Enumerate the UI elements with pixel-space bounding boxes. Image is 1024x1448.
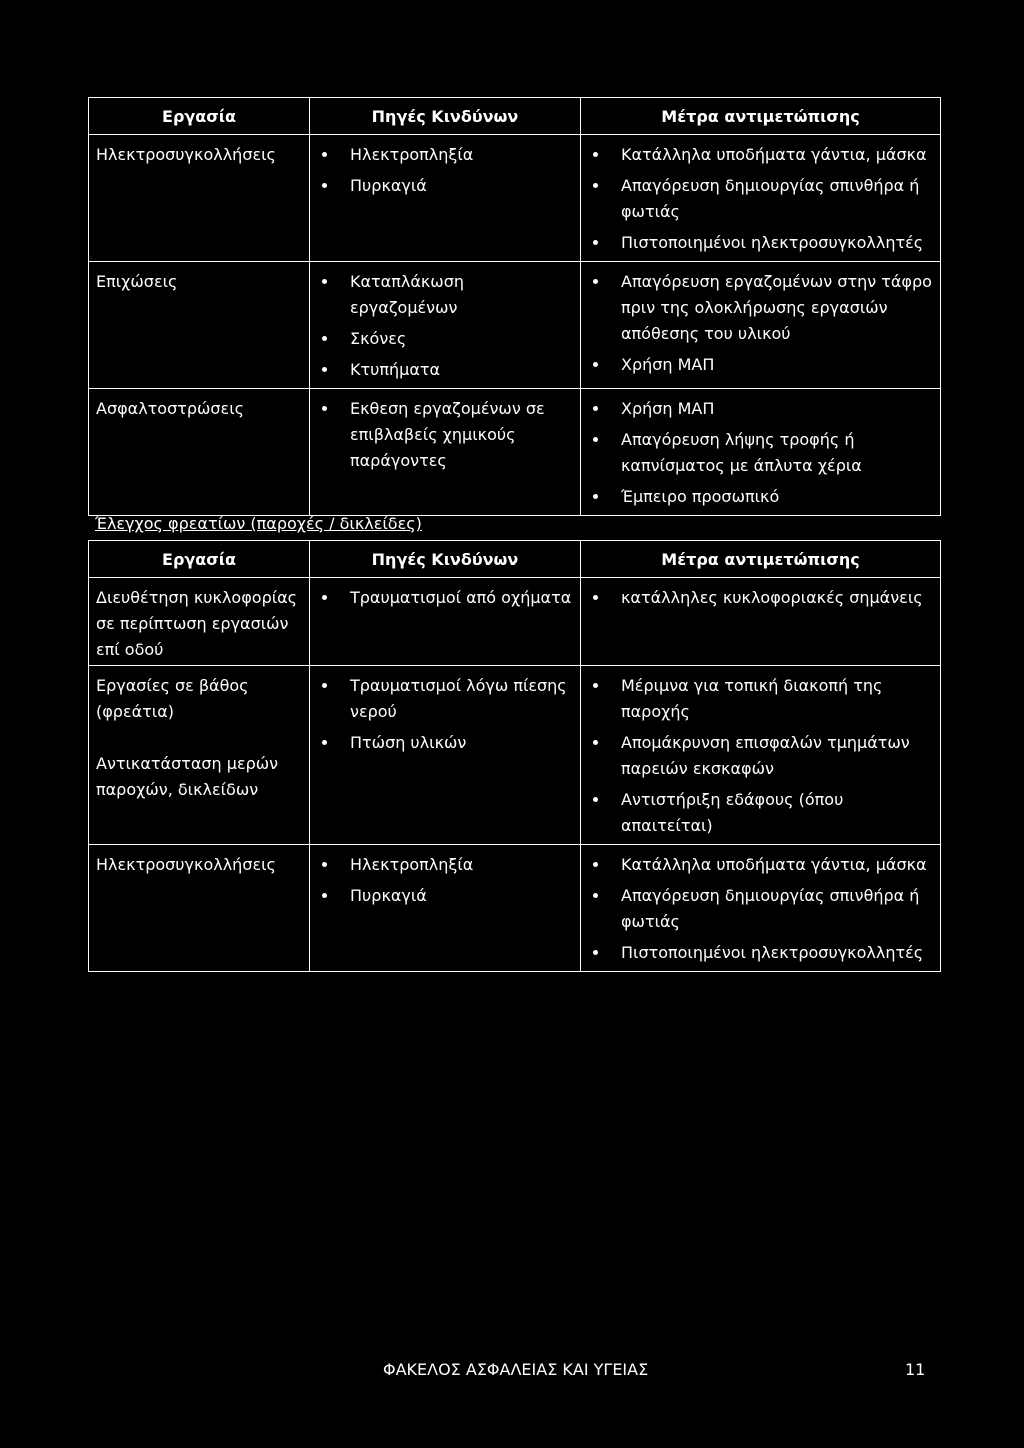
list-item: Πιστοποιημένοι ηλεκτροσυγκολλητές [589,230,936,256]
hazards-cell [310,135,581,262]
header-measures: Μέτρα αντιμετώπισης [581,98,941,135]
list-item: Σκόνες [318,326,576,352]
list-item: Πτώση υλικών [318,730,576,756]
measures-cell [581,845,941,972]
list-item: Απαγόρευση δημιουργίας σπινθήρα ή φωτιάς [589,173,936,225]
table-row [89,389,941,516]
risk-table-1 [88,97,941,516]
measures-cell [581,666,941,845]
list-item: Κατάλληλα υποδήματα γάντια, μάσκα [589,142,936,168]
table-row [89,578,941,666]
hazards-cell [310,262,581,389]
list-item: Εκθεση εργαζομένων σε επιβλαβείς χημικούς παράγοντες [318,396,576,474]
header-measures: Μέτρα αντιμετώπισης [581,541,941,578]
list-item: Μέριμνα για τοπική διακοπή της παροχής [589,673,936,725]
list-item: Χρήση ΜΑΠ [589,396,936,422]
header-hazards: Πηγές Κινδύνων [310,98,581,135]
list-item: Κατάλληλα υποδήματα γάντια, μάσκα [589,852,936,878]
list-item: Χρήση ΜΑΠ [589,352,936,378]
table-header-row [89,541,941,578]
page-number: 11 [905,1360,926,1379]
list-item: κατάλληλες κυκλοφοριακές σημάνεις [589,585,936,611]
table-row [89,262,941,389]
table-row [89,666,941,845]
work-cell: Ηλεκτροσυγκολλήσεις [89,135,310,262]
hazards-cell [310,578,581,666]
header-hazards: Πηγές Κινδύνων [310,541,581,578]
work-cell: Ασφαλτοστρώσεις [89,389,310,516]
hazards-cell [310,666,581,845]
work-cell: Διευθέτηση κυκλοφορίας σε περίπτωση εργασιών επί οδού [89,578,310,666]
list-item: Απαγόρευση δημιουργίας σπινθήρα ή φωτιάς [589,883,936,935]
list-item: Κτυπήματα [318,357,576,383]
table-header-row [89,98,941,135]
list-item: Τραυματισμοί λόγω πίεσης νερού [318,673,576,725]
list-item: Απομάκρυνση επισφαλών τμημάτων παρειών εκσκαφών [589,730,936,782]
list-item: Ηλεκτροπληξία [318,142,576,168]
list-item: Πιστοποιημένοι ηλεκτροσυγκολλητές [589,940,936,966]
list-item: Απαγόρευση εργαζομένων στην τάφρο πριν της ολοκλήρωσης εργασιών απόθεσης του υλικού [589,269,936,347]
list-item: Απαγόρευση λήψης τροφής ή καπνίσματος με άπλυτα χέρια [589,427,936,479]
list-item: Καταπλάκωση εργαζομένων [318,269,576,321]
work-text: Εργασίες σε βάθος (φρεάτια) [96,676,249,721]
header-work: Εργασία [89,98,310,135]
work-cell: Ηλεκτροσυγκολλήσεις [89,845,310,972]
table-row [89,135,941,262]
table-row [89,845,941,972]
measures-cell [581,135,941,262]
section-title: Έλεγχος φρεατίων (παροχές / δικλείδες) [95,514,422,533]
list-item: Πυρκαγιά [318,883,576,909]
risk-table-2 [88,540,941,972]
list-item: Πυρκαγιά [318,173,576,199]
measures-cell [581,389,941,516]
work-text: Αντικατάσταση μερών παροχών, δικλείδων [96,754,279,799]
list-item: Έμπειρο προσωπικό [589,484,936,510]
hazards-cell [310,389,581,516]
footer-title: ΦΑΚΕΛΟΣ ΑΣΦΑΛΕΙΑΣ ΚΑΙ ΥΓΕΙΑΣ [383,1360,649,1379]
hazards-cell [310,845,581,972]
measures-cell [581,262,941,389]
measures-cell [581,578,941,666]
list-item: Τραυματισμοί από οχήματα [318,585,576,611]
list-item: Αντιστήριξη εδάφους (όπου απαιτείται) [589,787,936,839]
work-cell: Επιχώσεις [89,262,310,389]
work-cell [89,666,310,845]
header-work: Εργασία [89,541,310,578]
list-item: Ηλεκτροπληξία [318,852,576,878]
